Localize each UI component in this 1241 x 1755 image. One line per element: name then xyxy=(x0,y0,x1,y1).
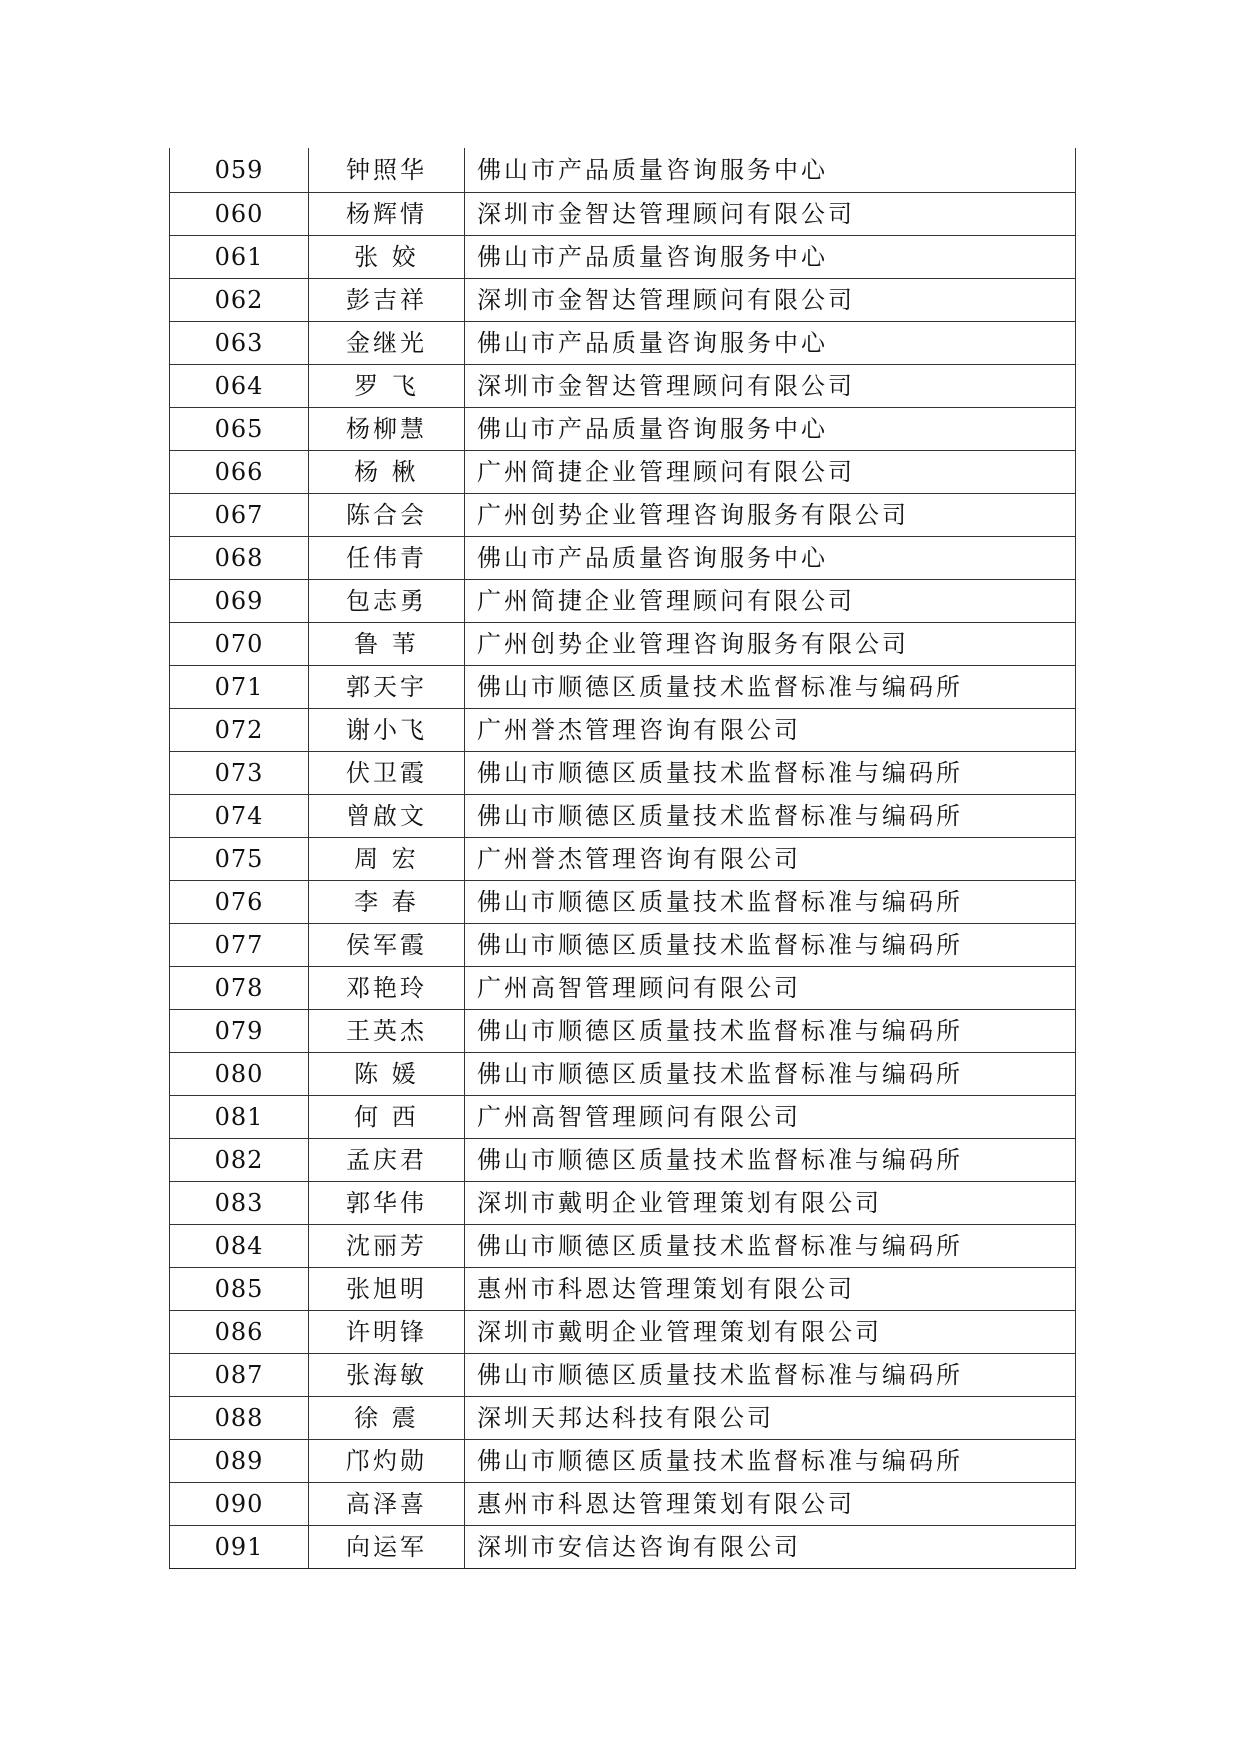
person-name: 侯军霞 xyxy=(309,924,465,967)
person-name: 陈合会 xyxy=(309,494,465,537)
person-name: 向运军 xyxy=(309,1526,465,1569)
table-row xyxy=(170,236,1076,279)
table-row xyxy=(170,1053,1076,1096)
row-number: 085 xyxy=(170,1268,309,1311)
organization-name: 佛山市产品质量咨询服务中心 xyxy=(465,408,1076,451)
organization-name: 佛山市顺德区质量技术监督标准与编码所 xyxy=(465,1010,1076,1053)
organization-name: 佛山市顺德区质量技术监督标准与编码所 xyxy=(465,924,1076,967)
person-name: 谢小飞 xyxy=(309,709,465,752)
row-number: 079 xyxy=(170,1010,309,1053)
person-name: 郭华伟 xyxy=(309,1182,465,1225)
organization-name: 佛山市顺德区质量技术监督标准与编码所 xyxy=(465,666,1076,709)
table-row xyxy=(170,148,1076,193)
table-row xyxy=(170,709,1076,752)
row-number: 063 xyxy=(170,322,309,365)
table-row xyxy=(170,795,1076,838)
person-name: 张 姣 xyxy=(309,236,465,279)
roster-table xyxy=(169,148,1076,1569)
table-row xyxy=(170,580,1076,623)
row-number: 082 xyxy=(170,1139,309,1182)
row-number: 065 xyxy=(170,408,309,451)
organization-name: 佛山市产品质量咨询服务中心 xyxy=(465,148,1076,193)
person-name: 罗 飞 xyxy=(309,365,465,408)
row-number: 075 xyxy=(170,838,309,881)
row-number: 060 xyxy=(170,193,309,236)
table-row xyxy=(170,1483,1076,1526)
organization-name: 广州创势企业管理咨询服务有限公司 xyxy=(465,623,1076,666)
person-name: 高泽喜 xyxy=(309,1483,465,1526)
organization-name: 深圳市安信达咨询有限公司 xyxy=(465,1526,1076,1569)
person-name: 李 春 xyxy=(309,881,465,924)
organization-name: 惠州市科恩达管理策划有限公司 xyxy=(465,1268,1076,1311)
organization-name: 深圳市金智达管理顾问有限公司 xyxy=(465,193,1076,236)
organization-name: 佛山市顺德区质量技术监督标准与编码所 xyxy=(465,752,1076,795)
row-number: 071 xyxy=(170,666,309,709)
table-row xyxy=(170,924,1076,967)
organization-name: 广州高智管理顾问有限公司 xyxy=(465,967,1076,1010)
organization-name: 广州誉杰管理咨询有限公司 xyxy=(465,709,1076,752)
row-number: 078 xyxy=(170,967,309,1010)
row-number: 067 xyxy=(170,494,309,537)
row-number: 091 xyxy=(170,1526,309,1569)
table-row xyxy=(170,1225,1076,1268)
table-row xyxy=(170,1526,1076,1569)
table-row xyxy=(170,322,1076,365)
person-name: 彭吉祥 xyxy=(309,279,465,322)
row-number: 068 xyxy=(170,537,309,580)
table-row xyxy=(170,1139,1076,1182)
organization-name: 广州高智管理顾问有限公司 xyxy=(465,1096,1076,1139)
row-number: 059 xyxy=(170,148,309,193)
person-name: 杨辉情 xyxy=(309,193,465,236)
person-name: 曾啟文 xyxy=(309,795,465,838)
table-row xyxy=(170,1311,1076,1354)
organization-name: 广州创势企业管理咨询服务有限公司 xyxy=(465,494,1076,537)
organization-name: 佛山市顺德区质量技术监督标准与编码所 xyxy=(465,1354,1076,1397)
person-name: 鲁 苇 xyxy=(309,623,465,666)
organization-name: 佛山市顺德区质量技术监督标准与编码所 xyxy=(465,1139,1076,1182)
organization-name: 佛山市顺德区质量技术监督标准与编码所 xyxy=(465,1053,1076,1096)
organization-name: 佛山市产品质量咨询服务中心 xyxy=(465,236,1076,279)
person-name: 任伟青 xyxy=(309,537,465,580)
row-number: 089 xyxy=(170,1440,309,1483)
table-row xyxy=(170,193,1076,236)
person-name: 邝灼勋 xyxy=(309,1440,465,1483)
person-name: 许明锋 xyxy=(309,1311,465,1354)
roster-body xyxy=(170,148,1076,1569)
person-name: 张海敏 xyxy=(309,1354,465,1397)
person-name: 钟照华 xyxy=(309,148,465,193)
table-row xyxy=(170,838,1076,881)
organization-name: 广州誉杰管理咨询有限公司 xyxy=(465,838,1076,881)
organization-name: 佛山市顺德区质量技术监督标准与编码所 xyxy=(465,1225,1076,1268)
person-name: 何 西 xyxy=(309,1096,465,1139)
row-number: 072 xyxy=(170,709,309,752)
row-number: 066 xyxy=(170,451,309,494)
person-name: 陈 媛 xyxy=(309,1053,465,1096)
table-row xyxy=(170,1096,1076,1139)
person-name: 徐 震 xyxy=(309,1397,465,1440)
row-number: 083 xyxy=(170,1182,309,1225)
organization-name: 佛山市产品质量咨询服务中心 xyxy=(465,537,1076,580)
table-row xyxy=(170,1354,1076,1397)
person-name: 沈丽芳 xyxy=(309,1225,465,1268)
row-number: 086 xyxy=(170,1311,309,1354)
person-name: 孟庆君 xyxy=(309,1139,465,1182)
person-name: 杨 楸 xyxy=(309,451,465,494)
table-row xyxy=(170,666,1076,709)
organization-name: 深圳市金智达管理顾问有限公司 xyxy=(465,365,1076,408)
row-number: 062 xyxy=(170,279,309,322)
row-number: 069 xyxy=(170,580,309,623)
person-name: 周 宏 xyxy=(309,838,465,881)
table-row xyxy=(170,967,1076,1010)
person-name: 郭天宇 xyxy=(309,666,465,709)
table-row xyxy=(170,365,1076,408)
person-name: 王英杰 xyxy=(309,1010,465,1053)
person-name: 张旭明 xyxy=(309,1268,465,1311)
row-number: 076 xyxy=(170,881,309,924)
person-name: 金继光 xyxy=(309,322,465,365)
person-name: 邓艳玲 xyxy=(309,967,465,1010)
row-number: 088 xyxy=(170,1397,309,1440)
row-number: 061 xyxy=(170,236,309,279)
row-number: 070 xyxy=(170,623,309,666)
table-row xyxy=(170,623,1076,666)
row-number: 084 xyxy=(170,1225,309,1268)
row-number: 073 xyxy=(170,752,309,795)
organization-name: 佛山市顺德区质量技术监督标准与编码所 xyxy=(465,881,1076,924)
person-name: 杨柳慧 xyxy=(309,408,465,451)
table-row xyxy=(170,752,1076,795)
table-row xyxy=(170,1268,1076,1311)
table-row xyxy=(170,537,1076,580)
row-number: 080 xyxy=(170,1053,309,1096)
organization-name: 佛山市产品质量咨询服务中心 xyxy=(465,322,1076,365)
table-row xyxy=(170,881,1076,924)
table-row xyxy=(170,1440,1076,1483)
organization-name: 广州简捷企业管理顾问有限公司 xyxy=(465,580,1076,623)
row-number: 090 xyxy=(170,1483,309,1526)
organization-name: 惠州市科恩达管理策划有限公司 xyxy=(465,1483,1076,1526)
table-row xyxy=(170,1397,1076,1440)
row-number: 077 xyxy=(170,924,309,967)
table-row xyxy=(170,279,1076,322)
organization-name: 深圳天邦达科技有限公司 xyxy=(465,1397,1076,1440)
row-number: 074 xyxy=(170,795,309,838)
person-name: 伏卫霞 xyxy=(309,752,465,795)
person-name: 包志勇 xyxy=(309,580,465,623)
row-number: 064 xyxy=(170,365,309,408)
table-row xyxy=(170,408,1076,451)
organization-name: 深圳市金智达管理顾问有限公司 xyxy=(465,279,1076,322)
table-row xyxy=(170,494,1076,537)
organization-name: 深圳市戴明企业管理策划有限公司 xyxy=(465,1311,1076,1354)
table-row xyxy=(170,1182,1076,1225)
organization-name: 深圳市戴明企业管理策划有限公司 xyxy=(465,1182,1076,1225)
organization-name: 佛山市顺德区质量技术监督标准与编码所 xyxy=(465,1440,1076,1483)
row-number: 081 xyxy=(170,1096,309,1139)
organization-name: 广州简捷企业管理顾问有限公司 xyxy=(465,451,1076,494)
organization-name: 佛山市顺德区质量技术监督标准与编码所 xyxy=(465,795,1076,838)
table-row xyxy=(170,1010,1076,1053)
row-number: 087 xyxy=(170,1354,309,1397)
table-row xyxy=(170,451,1076,494)
